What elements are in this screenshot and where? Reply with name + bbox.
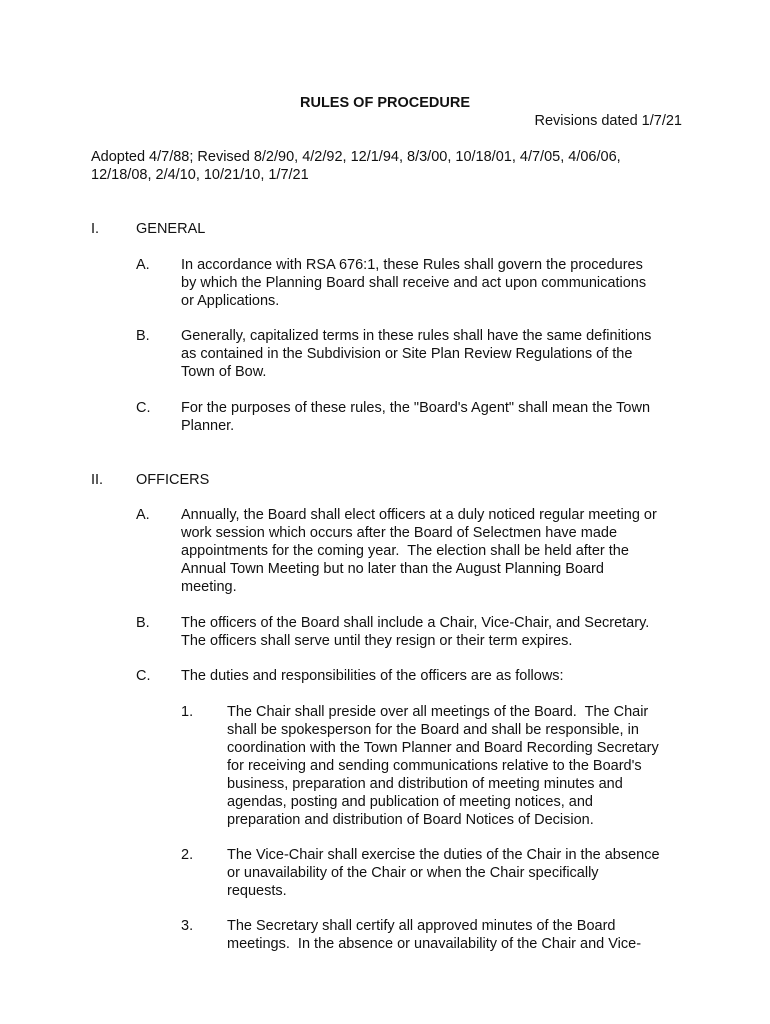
paragraph-line: by which the Planning Board shall receive and act upon communications xyxy=(181,275,647,291)
section-number: II. xyxy=(91,472,104,488)
paragraph-line: business, preparation and distribution of meeting minutes and xyxy=(227,776,623,792)
section-heading-general: GENERAL xyxy=(136,221,206,237)
paragraph-line: for receiving and sending communications relative to the Board's xyxy=(227,758,642,774)
item-letter: A. xyxy=(136,507,150,523)
paragraph-line: or unavailability of the Chair or when the Chair specifically xyxy=(227,865,599,881)
paragraph-line: appointments for the coming year. The election shall be held after the xyxy=(181,543,629,559)
paragraph-line: The Secretary shall certify all approved minutes of the Board xyxy=(227,918,616,934)
section-heading-officers: OFFICERS xyxy=(136,472,210,488)
item-letter: C. xyxy=(136,668,151,684)
paragraph-line: Town of Bow. xyxy=(181,364,267,380)
section-number: I. xyxy=(91,221,100,237)
item-letter: B. xyxy=(136,615,150,631)
paragraph-line: work session which occurs after the Board of Selectmen have made xyxy=(181,525,618,541)
paragraph-line: The Vice-Chair shall exercise the duties of the Chair in the absence xyxy=(227,847,660,863)
adoption-history-line: 12/18/08, 2/4/10, 10/21/10, 1/7/21 xyxy=(91,167,309,183)
paragraph-line: agendas, posting and publication of meeting notices, and xyxy=(227,794,593,810)
paragraph-line: as contained in the Subdivision or Site Plan Review Regulations of the xyxy=(181,346,633,362)
adoption-history-line: Adopted 4/7/88; Revised 8/2/90, 4/2/92, 12/1/94, 8/3/00, 10/18/01, 4/7/05, 4/06/06, xyxy=(91,149,621,165)
paragraph-line: Annually, the Board shall elect officers at a duly noticed regular meeting or xyxy=(181,507,657,523)
paragraph-line: meeting. xyxy=(181,579,237,595)
paragraph-line: The duties and responsibilities of the officers are as follows: xyxy=(181,668,564,684)
item-letter: C. xyxy=(136,400,151,416)
paragraph-line: coordination with the Town Planner and Board Recording Secretary xyxy=(227,740,659,756)
paragraph-line: The officers of the Board shall include a Chair, Vice-Chair, and Secretary. xyxy=(181,615,650,631)
paragraph-line: requests. xyxy=(227,883,287,899)
paragraph-line: Annual Town Meeting but no later than the August Planning Board xyxy=(181,561,604,577)
paragraph-line: meetings. In the absence or unavailability of the Chair and Vice- xyxy=(227,936,642,952)
paragraph-line: Planner. xyxy=(181,418,235,434)
document-title: RULES OF PROCEDURE xyxy=(300,95,470,111)
subitem-number: 3. xyxy=(181,918,194,934)
paragraph-line: The Chair shall preside over all meetings of the Board. The Chair xyxy=(227,704,649,720)
revisions-date: Revisions dated 1/7/21 xyxy=(534,113,682,129)
paragraph-line: Generally, capitalized terms in these rules shall have the same definitions xyxy=(181,328,652,344)
paragraph-line: shall be spokesperson for the Board and shall be responsible, in xyxy=(227,722,639,738)
paragraph-line: The officers shall serve until they resign or their term expires. xyxy=(181,633,573,649)
paragraph-line: In accordance with RSA 676:1, these Rules shall govern the procedures xyxy=(181,257,643,273)
subitem-number: 1. xyxy=(181,704,194,720)
paragraph-line: preparation and distribution of Board Notices of Decision. xyxy=(227,812,594,828)
item-letter: B. xyxy=(136,328,150,344)
paragraph-line: or Applications. xyxy=(181,293,280,309)
subitem-number: 2. xyxy=(181,847,194,863)
item-letter: A. xyxy=(136,257,150,273)
paragraph-line: For the purposes of these rules, the "Board's Agent" shall mean the Town xyxy=(181,400,651,416)
